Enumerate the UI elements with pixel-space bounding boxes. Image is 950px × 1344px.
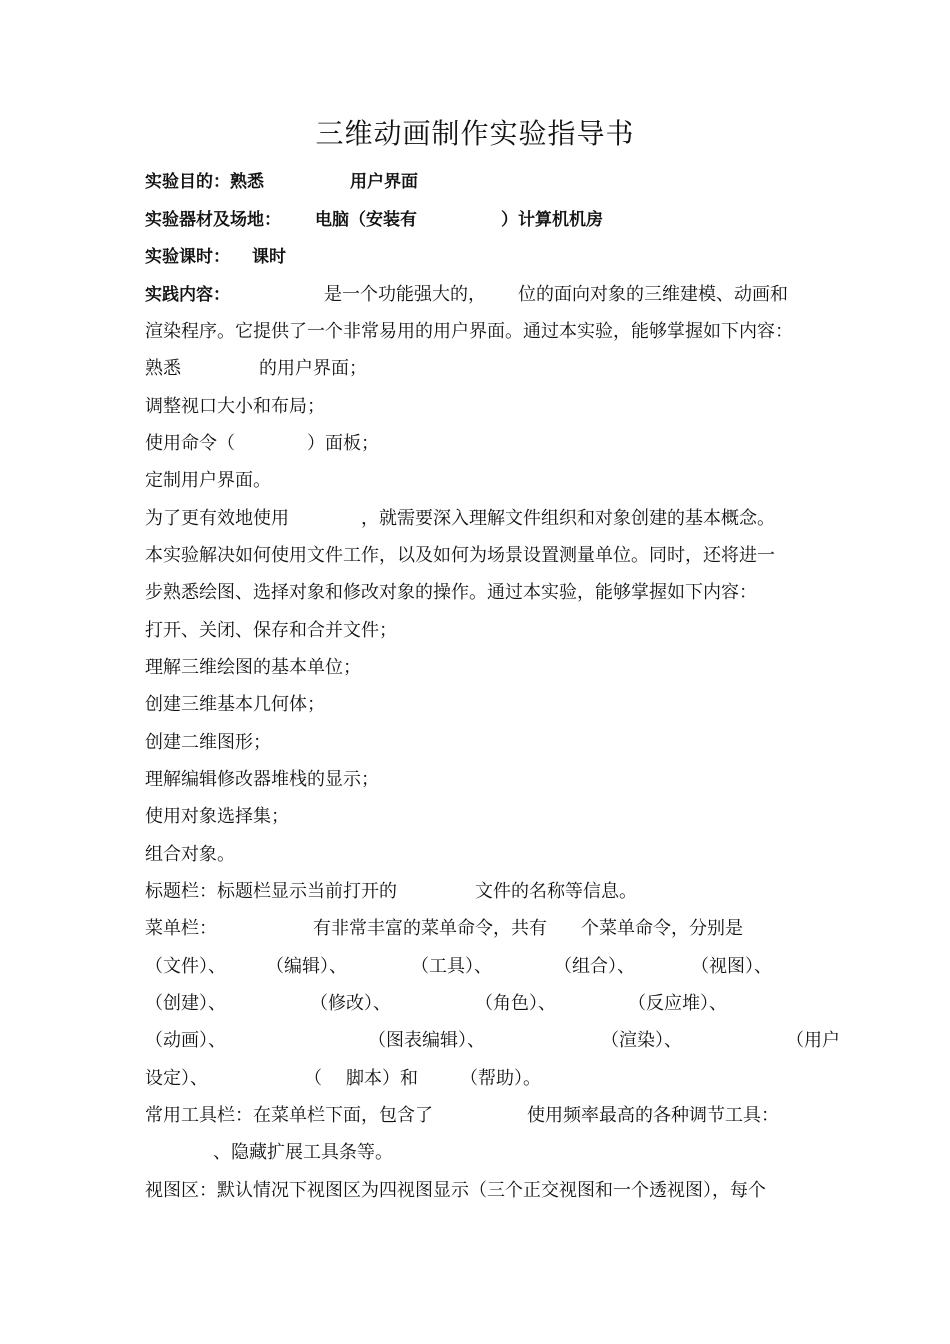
menu-character: （角色）、 [475, 993, 556, 1014]
menu-maxscript-open: （ [304, 1068, 322, 1089]
list2-item-2: 理解三维绘图的基本单位； [145, 657, 361, 678]
purpose-text-a: 熟悉 [230, 172, 264, 192]
list2-item-7: 组合对象。 [145, 844, 235, 865]
menus-row-2 [145, 992, 727, 1016]
menubar-text-a: 菜单栏： [145, 918, 217, 939]
equipment-text-b: ）计算机机房 [501, 210, 603, 230]
list1-item-3-b: ）面板； [307, 433, 379, 454]
toolbar-text-line2: 、隐藏扩展工具条等。 [213, 1142, 393, 1163]
list2-item-3: 创建三维基本几何体； [145, 694, 325, 715]
para2-text-a: 为了更有效地使用 [145, 508, 289, 529]
toolbar-text-b: 使用频率最高的各种调节工具： [527, 1105, 779, 1126]
intro-line-1 [145, 283, 788, 307]
list1-item-3-a: 使用命令（ [145, 433, 235, 454]
menu-customize-end: 设定）、 [145, 1068, 208, 1089]
menubar-text-c: 个菜单命令，分别是 [581, 918, 743, 939]
equipment-line [145, 208, 603, 232]
menu-help: （帮助）。 [460, 1068, 541, 1089]
menu-maxscript: 脚本）和 [346, 1068, 418, 1089]
menu-create: （创建）、 [145, 993, 226, 1014]
list1-item-2: 调整视口大小和布局； [145, 396, 325, 417]
menubar-line [145, 917, 743, 941]
para2-text-b: ，就需要深入理解文件组织和对象创建的基本概念。 [361, 508, 775, 529]
list2-item-1: 打开、关闭、保存和合并文件； [145, 620, 397, 641]
menu-modify: （修改）、 [310, 993, 391, 1014]
menu-graph-editors: （图表编辑）、 [368, 1030, 485, 1051]
menu-rendering: （渲染）、 [601, 1030, 682, 1051]
list1-item-1-b: 的用户界面； [259, 358, 367, 379]
menu-group: （组合）、 [554, 956, 635, 977]
list1-item-3 [145, 432, 379, 456]
titlebar-text-b: 文件的名称等信息。 [475, 881, 637, 902]
menus-row-1 [145, 955, 772, 979]
purpose-line [145, 170, 418, 194]
menus-row-3 [145, 1029, 840, 1053]
equipment-text-a: 电脑（安装有 [315, 210, 417, 230]
menu-edit: （编辑）、 [266, 956, 347, 977]
list1-item-1-a: 熟悉 [145, 358, 181, 379]
document-title: 三维动画制作实验指导书 [315, 117, 635, 150]
list1-item-4: 定制用户界面。 [145, 470, 271, 491]
intro-text-b: 位的面向对象的三维建模、动画和 [518, 284, 788, 305]
intro-line-2: 渲染程序。它提供了一个非常易用的用户界面。通过本实验，能够掌握如下内容： [145, 321, 793, 342]
purpose-label: 实验目的： [145, 172, 230, 192]
menu-animation: （动画）、 [145, 1030, 226, 1051]
intro-text-a: 是一个功能强大的， [324, 284, 486, 305]
hours-line [145, 245, 286, 269]
menu-view: （视图）、 [691, 956, 772, 977]
list2-item-6: 使用对象选择集； [145, 806, 289, 827]
equipment-label: 实验器材及场地： [145, 210, 281, 230]
list1-item-1 [145, 357, 367, 381]
para2-line-1 [145, 507, 775, 531]
hours-label: 实验课时： [145, 247, 230, 267]
content-label: 实践内容： [145, 285, 230, 305]
purpose-text-b: 用户界面 [350, 172, 418, 192]
list2-item-5: 理解编辑修改器堆栈的显示； [145, 769, 379, 790]
para2-line-2: 本实验解决如何使用文件工作，以及如何为场景设置测量单位。同时，还将进一 [145, 545, 775, 566]
viewport-line: 视图区：默认情况下视图区为四视图显示（三个正交视图和一个透视图），每个 [145, 1180, 766, 1201]
menus-row-4 [145, 1067, 541, 1091]
menu-file: （文件）、 [145, 956, 226, 977]
toolbar-text-a: 常用工具栏：在菜单栏下面，包含了 [145, 1105, 433, 1126]
list2-item-4: 创建二维图形； [145, 732, 271, 753]
menu-tools: （工具）、 [411, 956, 492, 977]
para2-line-3: 步熟悉绘图、选择对象和修改对象的操作。通过本实验，能够掌握如下内容： [145, 582, 757, 603]
hours-value: 课时 [252, 247, 286, 267]
toolbar-line-2 [145, 1141, 393, 1165]
menu-reactor: （反应堆）、 [628, 993, 727, 1014]
menubar-text-b: 有非常丰富的菜单命令，共有 [313, 918, 547, 939]
titlebar-text-a: 标题栏：标题栏显示当前打开的 [145, 881, 397, 902]
menu-customize: （用户 [786, 1030, 840, 1051]
titlebar-line [145, 880, 637, 904]
toolbar-line-1 [145, 1104, 779, 1128]
